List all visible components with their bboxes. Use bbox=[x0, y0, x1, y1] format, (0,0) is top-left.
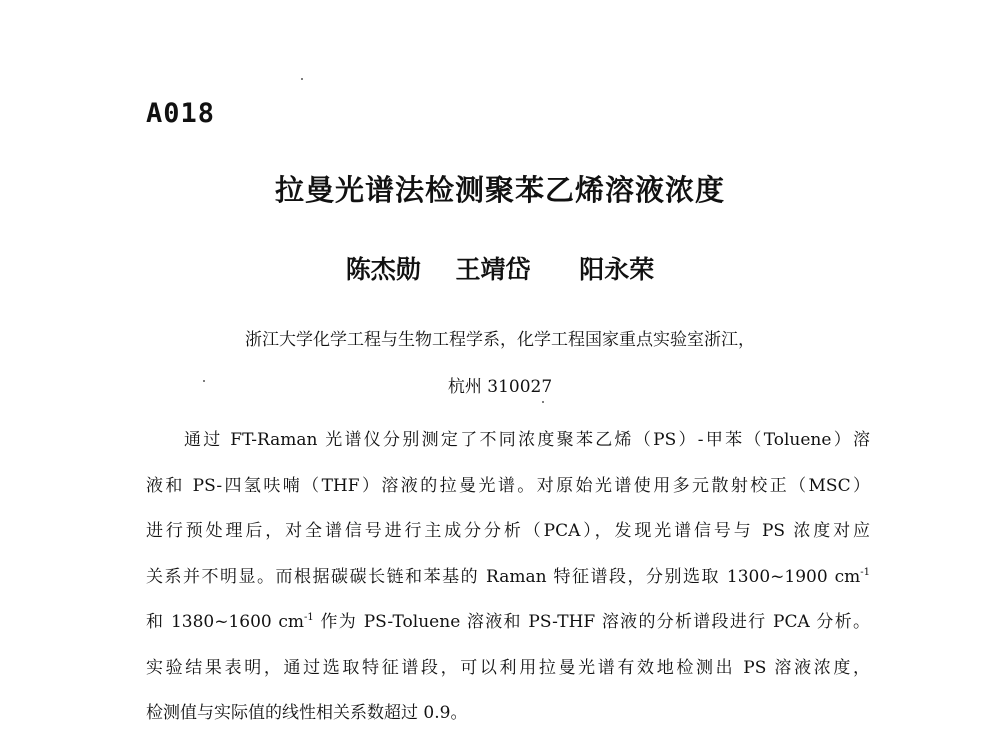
paper-title: 拉曼光谱法检测聚苯乙烯溶液浓度 bbox=[274, 173, 725, 207]
scan-speck bbox=[542, 401, 544, 403]
abstract-text: 关系并不明显。而根据碳碳长链和苯基的 Raman 特征谱段，分别选取 1300~1900 cm bbox=[146, 566, 861, 587]
abstract-line: 通过 FT-Raman 光谱仪分别测定了不同浓度聚苯乙烯（PS）-甲苯（Toluene）溶 bbox=[184, 430, 870, 450]
scan-speck bbox=[203, 380, 205, 382]
abstract-line: 检测值与实际值的线性相关系数超过 0.9。 bbox=[146, 703, 468, 723]
scan-speck bbox=[301, 78, 303, 80]
author-name: 王靖岱 bbox=[455, 255, 531, 284]
abstract-line bbox=[146, 567, 870, 613]
affiliation-line-1: 浙江大学化学工程与生物工程学系，化学工程国家重点实验室浙江， bbox=[245, 330, 755, 350]
abstract-line bbox=[146, 612, 870, 658]
author-name: 陈杰勋 bbox=[345, 255, 421, 284]
abstract-line: 实验结果表明，通过选取特征谱段，可以利用拉曼光谱有效地检测出 PS 溶液浓度， bbox=[146, 657, 870, 678]
abstract bbox=[146, 430, 870, 749]
superscript: -1 bbox=[860, 566, 870, 578]
affiliation-line-2: 杭州 310027 bbox=[447, 377, 553, 397]
author-name: 阳永荣 bbox=[579, 255, 655, 284]
author-list bbox=[0, 250, 1000, 286]
abstract-line: 进行预处理后，对全谱信号进行主成分分析（PCA），发现光谱信号与 PS 浓度对应 bbox=[146, 521, 870, 541]
paper-code: A018 bbox=[146, 98, 216, 129]
superscript: -1 bbox=[304, 612, 314, 623]
abstract-line: 液和 PS-四氢呋喃（THF）溶液的拉曼光谱。对原始光谱使用多元散射校正（MSC） bbox=[146, 475, 870, 496]
abstract-text: 和 1380~1600 cm bbox=[146, 612, 305, 632]
abstract-text: 作为 PS-Toluene 溶液和 PS-THF 溶液的分析谱段进行 PCA 分析。 bbox=[313, 612, 870, 632]
